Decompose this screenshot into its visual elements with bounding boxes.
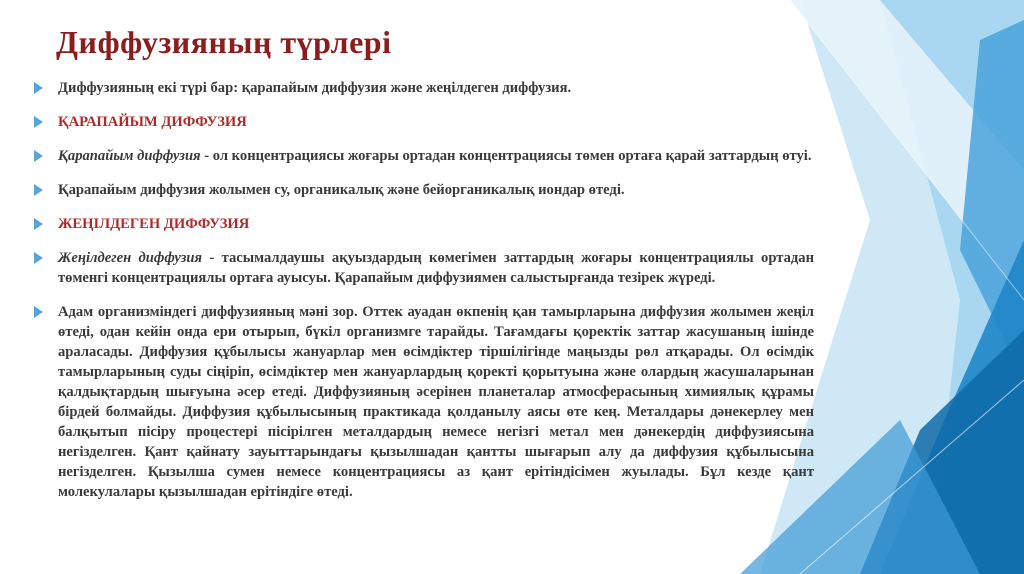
bullet-triangle-icon xyxy=(34,82,43,94)
bullet-triangle-icon xyxy=(34,252,43,264)
bullet-triangle-icon xyxy=(34,306,43,318)
bullet-triangle-icon xyxy=(34,116,43,128)
bullet-list xyxy=(34,78,814,513)
item-text: ЖЕҢІЛДЕГЕН ДИФФУЗИЯ xyxy=(58,216,250,232)
item-text: Қарапайым диффузия жолымен су, органикалық және бейорганикалық иондар өтеді. xyxy=(58,182,625,198)
section-heading-facilitated-diffusion xyxy=(34,214,814,234)
item-text: - ол концентрациясы жоғары ортадан концентрациясы төмен ортаға қарай заттардың өтуі. xyxy=(200,148,812,164)
item-text: ҚАРАПАЙЫМ ДИФФУЗИЯ xyxy=(58,114,247,130)
slide-title: Диффузияның түрлері xyxy=(56,24,392,60)
bullet-triangle-icon xyxy=(34,184,43,196)
item-text: - тасымалдаушы ақуыздардың көмегімен заттардың жоғары концентрациялы ортадан төменгі концентрациялы ортаға ауысуы. Қарапайым диффузиямен салыстырғанда тезірек жүреді. xyxy=(58,250,814,286)
list-item xyxy=(34,302,814,502)
list-item xyxy=(34,180,814,200)
item-text: Адам организміндегі диффузияның мәні зор. Оттек ауадан өкпенің қан тамырларына диффузия жолымен жеңіл өтеді, одан кейін онда ери отырып, бүкіл организмге тарайды. Тағамдағы қоректік заттар жасушаның ішінде араласады. Диффузия құбылысы жануарлар мен өсімдіктер тіршілігінде маңызды рөл атқарады. Ол өсімдік тамырларының суды сіңіріп, өсімдіктер мен жануарлардың қоректі қорытуына және олардың жасушаларынан қалдықтардың шығуына әсер етеді. Диффузияның әсерінен планеталар атмосферасының химиялық құрамы бірдей болмайды. Диффузия құбылысының практикада қолданылу аясы өте кең. Металдары дәнекерлеу мен балқытып пісіру процестері пісірілген металдардың немесе негізгі метал мен дәнекердің диффузиясына негізделген. Қант қайнату зауыттарындағы қызылшадан қантты шығарып алу да диффузия құбылысына негізделген. Қызылша сумен немесе концентрациясы аз қант ерітіндісімен жуылады. Бұл кезде қант молекулалары қызылшадан ерітіндіге өтеді. xyxy=(58,304,814,500)
bullet-triangle-icon xyxy=(34,150,43,162)
section-heading-simple-diffusion xyxy=(34,112,814,132)
list-item xyxy=(34,248,814,288)
list-item xyxy=(34,146,814,166)
term: Қарапайым диффузия xyxy=(58,148,201,164)
item-text: Диффузияның екі түрі бар: қарапайым диффузия және жеңілдеген диффузия. xyxy=(58,80,572,96)
term: Жеңілдеген диффузия xyxy=(58,250,203,266)
list-item xyxy=(34,78,814,98)
bullet-triangle-icon xyxy=(34,218,43,230)
